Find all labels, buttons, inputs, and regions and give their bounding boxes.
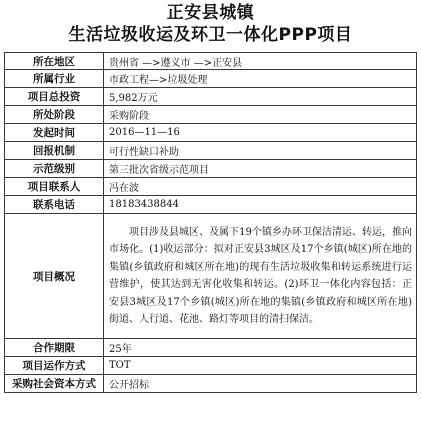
row-label: 项目概况 <box>5 214 104 339</box>
row-value: 冯在波 <box>104 178 417 196</box>
table-row <box>5 70 417 88</box>
row-label: 所属行业 <box>5 70 104 88</box>
row-value: 贵州省 —>遵义市 —>正安县 <box>104 53 417 70</box>
row-value: 市政工程—>垃圾处理 <box>104 70 417 88</box>
row-label: 联系电话 <box>5 196 104 214</box>
table-row <box>5 88 417 106</box>
table-row <box>5 53 417 70</box>
row-value: 项目涉及县城区、及属下19个镇乡办环卫保洁清运、转运，推向市场化。(1)收运部分：拟对正安县3城区及17个乡镇(城区)所在地的集镇(乡镇政府和城区所在地)的现有生活垃圾收集和转运系统进行运营维护，使其达到无害化收集和转运。(2)环卫一体化内容包括：正安县3城区及17个乡镇(城区)所在地的集镇(乡镇政府和城区所在地)街道、人行道、花池、路灯等项目的清扫保洁。 <box>109 226 412 325</box>
row-value: 采购阶段 <box>104 106 417 124</box>
row-value: 公开招标 <box>104 375 417 393</box>
row-label: 项目总投资 <box>5 88 104 106</box>
row-label: 项目运作方式 <box>5 357 104 375</box>
table-row <box>5 142 417 160</box>
table-row <box>5 339 417 357</box>
row-label: 项目联系人 <box>5 178 104 196</box>
row-label: 采购社会资本方式 <box>5 375 104 393</box>
row-value: TOT <box>104 357 417 375</box>
row-value: 25年 <box>104 339 417 357</box>
document-title <box>0 0 421 49</box>
row-value: 18183438844 <box>104 196 417 214</box>
table-row <box>5 375 417 393</box>
row-value: 可行性缺口补助 <box>104 142 417 160</box>
row-label: 所在地区 <box>5 53 104 70</box>
row-label: 合作期限 <box>5 339 104 357</box>
row-value: 第三批次省级示范项目 <box>104 160 417 178</box>
table-row <box>5 357 417 375</box>
project-overview-text <box>104 214 417 339</box>
row-value: 5,982万元 <box>104 88 417 106</box>
table-row <box>5 106 417 124</box>
row-label: 回报机制 <box>5 142 104 160</box>
row-label: 示范级别 <box>5 160 104 178</box>
table-row <box>5 214 417 339</box>
table-row <box>5 178 417 196</box>
title-line-1: 正安县城镇 <box>166 3 255 23</box>
row-value: 2016—11—16 <box>104 124 417 142</box>
table-row <box>5 196 417 214</box>
title-line-2: 生活垃圾收运及环卫一体化PPP项目 <box>68 25 353 45</box>
table-row <box>5 124 417 142</box>
row-label: 发起时间 <box>5 124 104 142</box>
table-row <box>5 160 417 178</box>
project-info-table <box>4 52 417 393</box>
row-label: 所处阶段 <box>5 106 104 124</box>
